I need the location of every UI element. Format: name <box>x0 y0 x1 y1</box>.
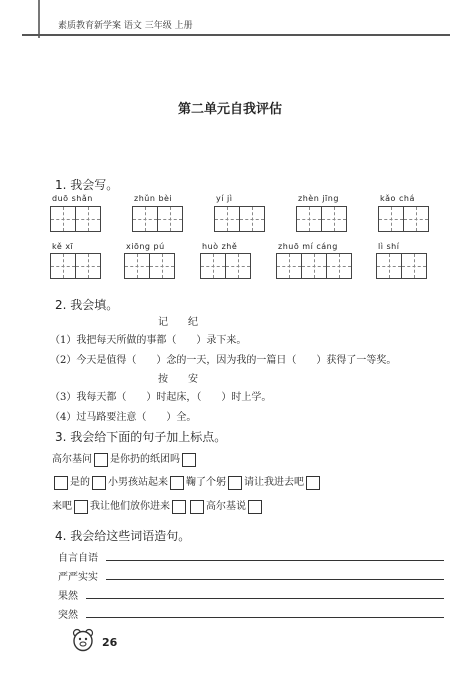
writing-cell[interactable] <box>376 253 402 279</box>
header-bar <box>38 0 40 38</box>
writing-grid <box>214 206 264 232</box>
writing-cell[interactable] <box>401 253 427 279</box>
punct-seg: 鞠了个躬 <box>186 477 226 488</box>
writing-grid <box>124 253 174 279</box>
bear-mascot-icon <box>72 628 94 652</box>
punct-box[interactable] <box>94 453 108 467</box>
sentence-word-2: 严严实实 <box>58 572 98 583</box>
pinyin-label: zhuō mí cáng <box>278 242 338 251</box>
writing-cell[interactable] <box>296 206 322 232</box>
punct-line-1 <box>52 450 198 467</box>
word-pair-2: 按 安 <box>158 374 198 385</box>
writing-cell[interactable] <box>276 253 302 279</box>
page-number: 26 <box>102 636 118 649</box>
writing-grid <box>200 253 250 279</box>
sentence-word-1: 自言自语 <box>58 553 98 564</box>
writing-cell[interactable] <box>50 206 76 232</box>
pinyin-label: yí jì <box>216 194 233 203</box>
pinyin-label: lì shí <box>378 242 400 251</box>
fill-question-1: （1）我把每天所做的事都（ ）录下来。 <box>50 335 247 346</box>
fill-question-2: （2）今天是值得（ ）念的一天，因为我的一篇日（ ）获得了一等奖。 <box>50 355 397 366</box>
fill-question-3: （3）我每天都（ ）时起床，（ ）时上学。 <box>50 392 272 403</box>
punct-seg: 我让他们放你进来 <box>90 501 170 512</box>
writing-cell[interactable] <box>403 206 429 232</box>
punct-seg: 请让我进去吧 <box>244 477 304 488</box>
writing-cell[interactable] <box>378 206 404 232</box>
punct-seg: 是你扔的纸团吗 <box>110 454 180 465</box>
writing-cell[interactable] <box>50 253 76 279</box>
pinyin-label: zhǔn bèi <box>134 194 173 203</box>
punct-box[interactable] <box>170 476 184 490</box>
fill-question-4: （4）过马路要注意（ ）全。 <box>50 412 197 423</box>
punct-line-3 <box>52 497 264 514</box>
punct-box[interactable] <box>228 476 242 490</box>
section4-heading: 4. 我会给这些词语造句。 <box>55 529 191 543</box>
punct-box[interactable] <box>306 476 320 490</box>
writing-cell[interactable] <box>132 206 158 232</box>
punct-seg: 来吧 <box>52 501 72 512</box>
writing-grid <box>296 206 346 232</box>
writing-grid <box>376 253 426 279</box>
punct-seg: 高尔基说 <box>206 501 246 512</box>
pinyin-label: huò zhě <box>202 242 238 251</box>
writing-cell[interactable] <box>239 206 265 232</box>
punct-box[interactable] <box>172 500 186 514</box>
pinyin-label: duō shǎn <box>52 194 93 203</box>
pinyin-label: kǎo chá <box>380 194 415 203</box>
writing-cell[interactable] <box>200 253 226 279</box>
punct-box[interactable] <box>74 500 88 514</box>
writing-grid <box>276 253 351 279</box>
sentence-word-4: 突然 <box>58 610 78 621</box>
running-header: 素质教育新学案 语文 三年级 上册 <box>58 21 193 31</box>
writing-cell[interactable] <box>75 253 101 279</box>
punct-seg: 高尔基问 <box>52 454 92 465</box>
writing-cell[interactable] <box>225 253 251 279</box>
writing-cell[interactable] <box>124 253 150 279</box>
answer-line-3[interactable] <box>86 598 444 599</box>
writing-grid <box>50 206 100 232</box>
pinyin-label: xiōng pú <box>126 242 165 251</box>
writing-cell[interactable] <box>214 206 240 232</box>
answer-line-2[interactable] <box>106 579 444 580</box>
writing-cell[interactable] <box>321 206 347 232</box>
sentence-word-3: 果然 <box>58 591 78 602</box>
page-title: 第二单元自我评估 <box>177 102 282 117</box>
punct-box[interactable] <box>92 476 106 490</box>
punct-box[interactable] <box>182 453 196 467</box>
writing-grid <box>132 206 182 232</box>
answer-line-1[interactable] <box>106 560 444 561</box>
section3-heading: 3. 我会给下面的句子加上标点。 <box>55 430 227 444</box>
answer-line-4[interactable] <box>86 617 444 618</box>
writing-cell[interactable] <box>326 253 352 279</box>
punct-seg: 小男孩站起来 <box>108 477 168 488</box>
header-rule <box>22 34 450 36</box>
writing-cell[interactable] <box>301 253 327 279</box>
writing-grid <box>50 253 100 279</box>
writing-cell[interactable] <box>75 206 101 232</box>
punct-seg: 是的 <box>70 477 90 488</box>
writing-grid <box>378 206 428 232</box>
punct-box[interactable] <box>190 500 204 514</box>
writing-cell[interactable] <box>149 253 175 279</box>
section1-heading: 1. 我会写。 <box>55 178 119 192</box>
writing-cell[interactable] <box>157 206 183 232</box>
pinyin-label: kě xī <box>52 242 74 251</box>
punct-box[interactable] <box>54 476 68 490</box>
pinyin-label: zhèn jīng <box>298 194 339 203</box>
word-pair-1: 记 纪 <box>158 317 198 328</box>
section2-heading: 2. 我会填。 <box>55 298 119 312</box>
punct-box[interactable] <box>248 500 262 514</box>
punct-line-2 <box>52 473 322 490</box>
